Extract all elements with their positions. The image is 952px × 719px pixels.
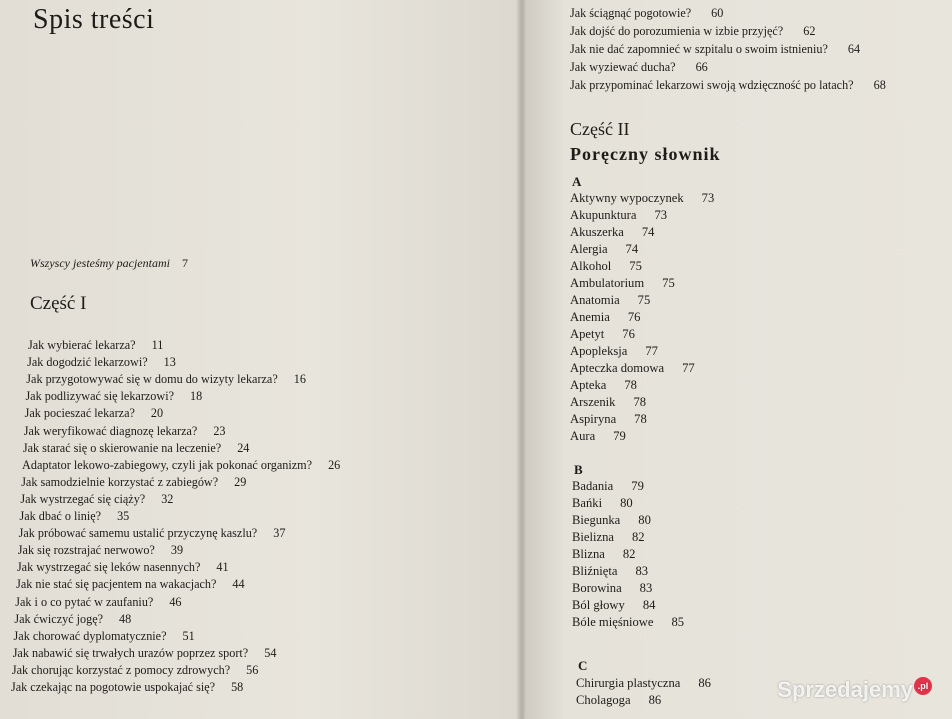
entry-page-number: 35 <box>117 509 130 523</box>
toc-entry <box>14 612 131 626</box>
entry-title: Jak nie stać się pacjentem na wakacjach? <box>16 577 217 592</box>
entry-page-number: 74 <box>625 242 639 256</box>
glossary-list <box>576 676 711 710</box>
entry-title: Bańki <box>572 496 603 510</box>
toc-entry <box>17 560 229 574</box>
entry-title: Apteka <box>570 378 607 392</box>
glossary-entry <box>570 259 714 276</box>
entry-page-number: 78 <box>624 378 637 392</box>
entry-title: Jak ćwiczyć jogę? <box>14 611 104 626</box>
entry-title: Anemia <box>570 310 610 324</box>
entry-title: Jak się rozstrajać nerwowo? <box>17 543 155 558</box>
entry-page-number: 78 <box>633 395 647 409</box>
entry-title: Apopleksja <box>570 344 628 358</box>
toc-entry <box>21 475 246 489</box>
glossary-list <box>572 479 684 632</box>
right-page <box>522 0 952 719</box>
entry-page-number: 80 <box>638 513 651 527</box>
entry-page-number: 20 <box>150 406 164 421</box>
entry-title: Apetyt <box>570 327 605 341</box>
entry-title: Jak pocieszać lekarza? <box>24 406 135 421</box>
glossary-entry <box>572 496 684 513</box>
book-gutter <box>516 0 526 719</box>
entry-page-number: 62 <box>803 24 816 38</box>
entry-page-number: 26 <box>328 457 341 472</box>
entry-page-number: 86 <box>698 676 711 690</box>
intro-title: Wszyscy jesteśmy pacjentami <box>30 256 170 270</box>
glossary-list <box>570 191 714 446</box>
toc-entry <box>24 424 226 438</box>
entry-page-number: 13 <box>163 355 176 370</box>
entry-title: Ból głowy <box>572 598 625 612</box>
entry-page-number: 77 <box>645 344 658 358</box>
glossary-entry <box>572 598 684 615</box>
entry-title: Badania <box>572 479 614 493</box>
entry-page-number: 73 <box>701 191 715 205</box>
glossary-entry <box>570 208 714 225</box>
entry-page-number: 48 <box>119 611 132 626</box>
entry-title: Jak dogodzić lekarzowi? <box>27 355 148 370</box>
entry-page-number: 84 <box>642 598 656 612</box>
entry-title: Alkohol <box>570 259 612 273</box>
watermark-badge: .pl <box>914 677 932 695</box>
glossary-entry <box>576 676 711 693</box>
toc-entry <box>25 389 202 403</box>
entry-page-number: 58 <box>231 680 244 694</box>
entry-title: Akupunktura <box>570 208 637 222</box>
entry-page-number: 76 <box>627 310 641 324</box>
entry-title: Jak samodzielnie korzystać z zabiegów? <box>21 474 219 489</box>
entry-page-number: 39 <box>170 543 184 558</box>
entry-page-number: 83 <box>639 581 653 595</box>
entry-title: Aktywny wypoczynek <box>570 191 684 205</box>
toc-entry <box>15 595 181 609</box>
entry-page-number: 86 <box>648 693 662 707</box>
entry-title: Jak chorować dyplomatycznie? <box>13 628 167 643</box>
glossary-entry <box>572 479 684 496</box>
entry-page-number: 79 <box>613 429 626 443</box>
glossary-letter: A <box>572 174 582 189</box>
entry-title: Jak próbować samemu ustalić przyczynę kaszlu? <box>18 526 258 541</box>
entry-page-number: 60 <box>711 6 724 20</box>
entry-title: Adaptator lekowo-zabiegowy, czyli jak pokonać organizm? <box>22 457 313 472</box>
entry-title: Jak wyziewać ducha? <box>570 60 676 74</box>
entry-title: Jak przypominać lekarzowi swoją wdzięczność po latach? <box>570 78 854 92</box>
entry-title: Akuszerka <box>570 225 624 239</box>
glossary-entry <box>570 276 714 293</box>
glossary-entry <box>570 412 714 429</box>
entry-page-number: 51 <box>182 628 195 643</box>
toc-entry <box>28 338 163 352</box>
entry-page-number: 85 <box>671 615 685 629</box>
glossary-letter: C <box>578 658 588 673</box>
entry-title: Apteczka domowa <box>570 361 665 375</box>
glossary-entry <box>572 581 684 598</box>
glossary-entry <box>570 293 714 310</box>
toc-entry <box>22 458 340 472</box>
glossary-entry <box>570 225 714 242</box>
entry-page-number: 23 <box>213 423 226 438</box>
part-one-toc-continued <box>570 6 886 96</box>
glossary-entry <box>572 564 684 581</box>
entry-title: Jak dbać o linię? <box>19 509 102 523</box>
toc-entry <box>25 406 163 420</box>
entry-title: Jak i o co pytać w zaufaniu? <box>15 594 154 609</box>
glossary-entry <box>570 310 714 327</box>
toc-entry <box>12 663 258 677</box>
entry-page-number: 79 <box>631 479 644 493</box>
entry-title: Alergia <box>570 242 608 256</box>
entry-page-number: 75 <box>629 259 642 273</box>
toc-entry <box>20 492 173 506</box>
toc-entry <box>16 577 245 591</box>
toc-entry <box>19 526 286 540</box>
entry-page-number: 37 <box>273 526 286 541</box>
entry-page-number: 78 <box>634 412 647 426</box>
toc-entry <box>11 680 243 694</box>
entry-page-number: 54 <box>264 645 277 660</box>
glossary-entry <box>572 547 684 564</box>
entry-title: Aspiryna <box>570 412 617 426</box>
entry-page-number: 24 <box>237 440 250 455</box>
entry-page-number: 64 <box>847 42 861 56</box>
entry-page-number: 16 <box>293 372 306 387</box>
toc-entry <box>20 509 130 523</box>
entry-title: Aura <box>570 429 596 443</box>
page-title: Spis treści <box>33 4 155 35</box>
entry-title: Jak przygotowywać się w domu do wizyty lekarza? <box>26 372 278 387</box>
entry-title: Jak ściągnąć pogotowie? <box>570 6 692 20</box>
glossary-entry <box>570 429 714 446</box>
entry-page-number: 66 <box>695 60 708 74</box>
toc-entry <box>570 6 886 24</box>
entry-page-number: 74 <box>641 225 655 239</box>
entry-title: Chirurgia plastyczna <box>576 676 681 690</box>
toc-entry <box>23 441 249 455</box>
intro-entry <box>30 256 188 271</box>
watermark-text: Sprzedajemy <box>777 677 913 702</box>
glossary-entry <box>572 513 684 530</box>
entry-page-number: 82 <box>622 547 636 561</box>
entry-page-number: 82 <box>631 530 645 544</box>
toc-entry <box>570 60 886 78</box>
entry-page-number: 18 <box>190 389 203 404</box>
entry-title: Cholagoga <box>576 693 631 707</box>
entry-title: Ambulatorium <box>570 276 645 290</box>
entry-title: Bóle mięśniowe <box>572 615 654 629</box>
entry-title: Jak weryfikować diagnozę lekarza? <box>23 423 198 438</box>
entry-title: Jak dojść do porozumienia w izbie przyjęć? <box>570 24 784 38</box>
part-two-heading: Część II <box>570 119 630 139</box>
entry-page-number: 56 <box>246 662 259 677</box>
toc-entry <box>26 372 306 386</box>
part-one-heading: Część I <box>30 293 87 314</box>
glossary-entry <box>570 327 714 344</box>
watermark <box>777 677 932 703</box>
glossary-entry <box>572 615 684 632</box>
entry-title: Bielizna <box>572 530 614 544</box>
entry-title: Bliźnięta <box>572 564 618 578</box>
glossary-entry <box>570 242 714 259</box>
toc-entry <box>14 629 195 643</box>
entry-page-number: 32 <box>161 491 174 506</box>
glossary-entry <box>572 530 684 547</box>
glossary-entry <box>576 693 711 710</box>
entry-title: Blizna <box>572 547 605 561</box>
entry-page-number: 41 <box>216 560 229 575</box>
toc-entry <box>18 543 183 557</box>
glossary-letter: B <box>574 462 583 477</box>
entry-page-number: 68 <box>873 78 886 92</box>
entry-title: Arszenik <box>570 395 616 409</box>
entry-title: Anatomia <box>570 293 620 307</box>
entry-page-number: 83 <box>635 564 649 578</box>
entry-page-number: 73 <box>654 208 668 222</box>
entry-title: Jak chorując korzystać z pomocy zdrowych? <box>11 662 231 677</box>
glossary-entry <box>570 344 714 361</box>
entry-title: Borowina <box>572 581 622 595</box>
entry-title: Jak nie dać zapomnieć w szpitalu o swoim istnieniu? <box>570 42 828 56</box>
entry-title: Biegunka <box>572 513 621 527</box>
toc-entry <box>570 42 886 60</box>
entry-page-number: 11 <box>151 338 164 352</box>
toc-entry <box>570 78 886 96</box>
entry-title: Jak nabawić się trwałych urazów poprzez sport? <box>12 645 249 660</box>
entry-page-number: 75 <box>637 293 651 307</box>
entry-page-number: 44 <box>232 577 245 592</box>
toc-entry <box>13 646 277 660</box>
entry-page-number: 75 <box>662 276 675 290</box>
glossary-entry <box>570 361 714 378</box>
intro-page: 7 <box>181 256 188 270</box>
entry-title: Jak wystrzegać się ciąży? <box>20 491 146 506</box>
toc-entry <box>570 24 886 42</box>
entry-title: Jak czekając na pogotowie uspokajać się? <box>11 680 216 694</box>
glossary-entry <box>570 378 714 395</box>
entry-page-number: 77 <box>682 361 695 375</box>
entry-page-number: 76 <box>622 327 635 341</box>
part-two-subtitle: Poręczny słownik <box>570 144 721 164</box>
entry-title: Jak wystrzegać się leków nasennych? <box>16 560 201 575</box>
entry-title: Jak starać się o skierowanie na leczenie? <box>22 440 222 455</box>
glossary-entry <box>570 191 714 208</box>
entry-title: Jak podlizywać się lekarzowi? <box>25 389 174 404</box>
toc-entry <box>27 355 176 369</box>
glossary-entry <box>570 395 714 412</box>
entry-title: Jak wybierać lekarza? <box>28 338 136 352</box>
entry-page-number: 80 <box>620 496 633 510</box>
entry-page-number: 29 <box>234 474 247 489</box>
entry-page-number: 46 <box>169 594 182 609</box>
